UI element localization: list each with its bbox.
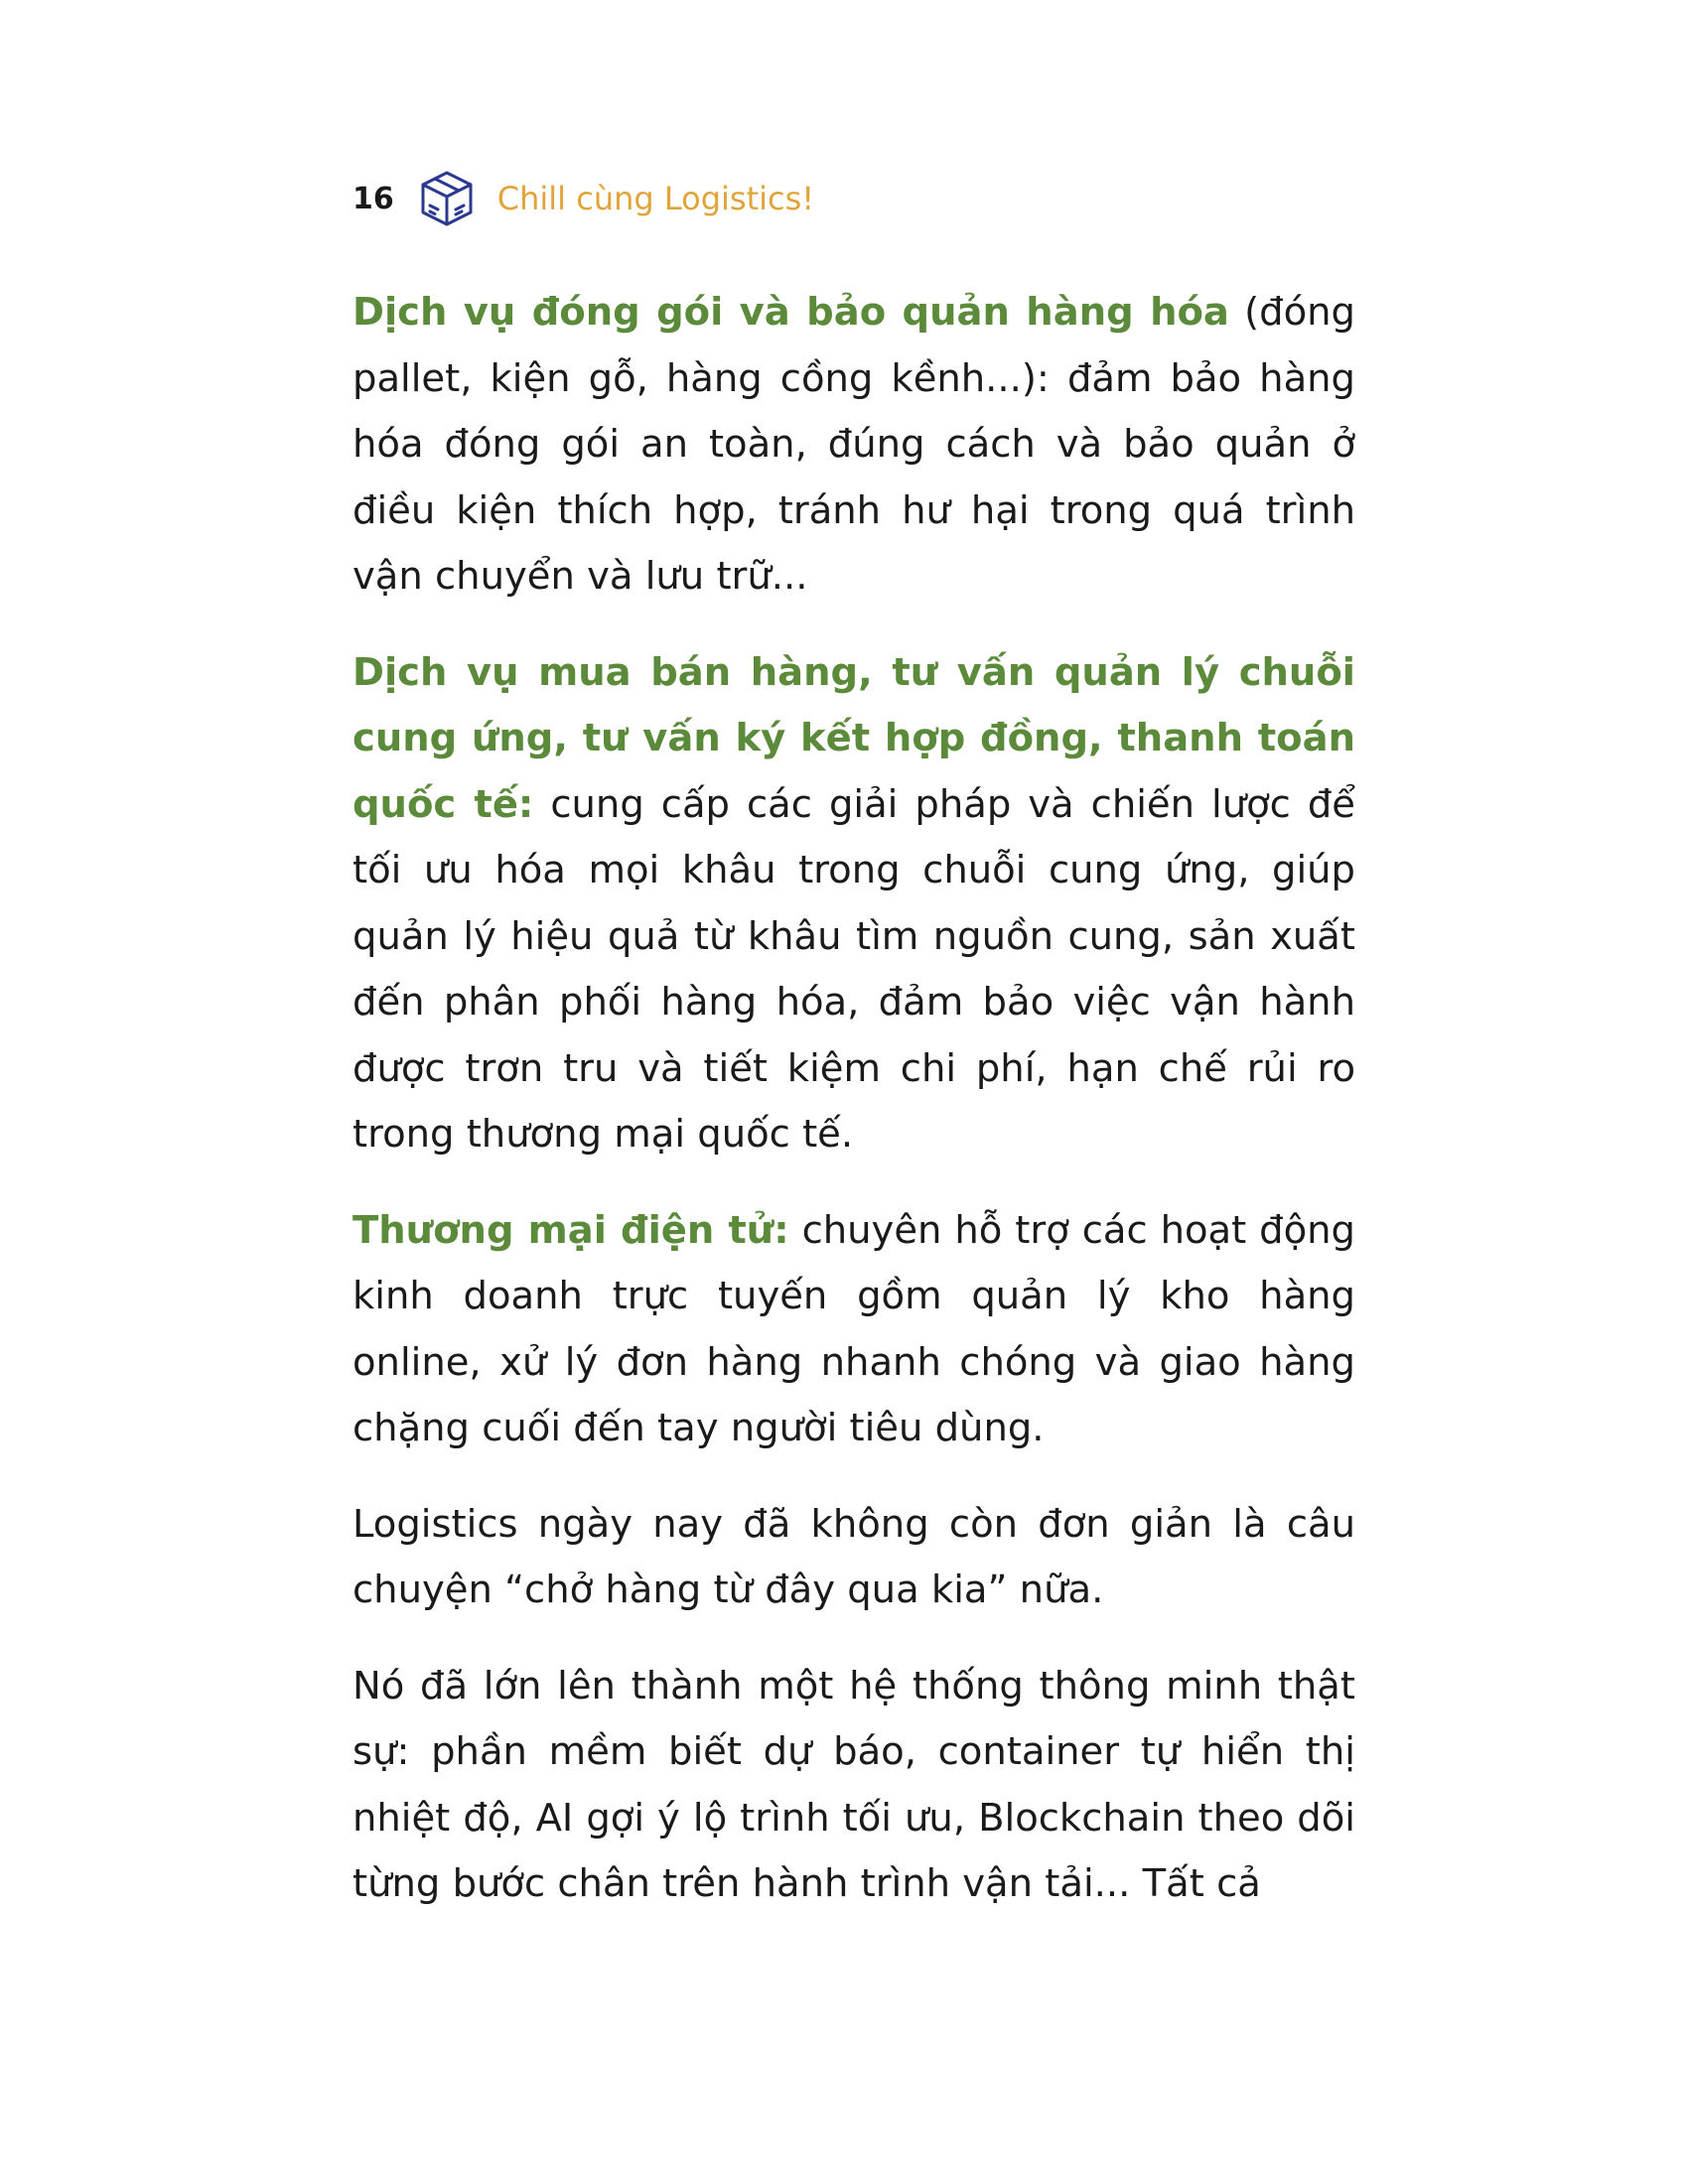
- paragraph-heading: Thương mại điện tử:: [352, 1207, 789, 1253]
- paragraph-body: cung cấp các giải pháp và chiến lược để tối ưu hóa mọi khâu trong chuỗi cung ứng, giúp quản lý hiệu quả từ khâu tìm nguồn cung, sản xuất đến phân phối hàng hóa, đảm bảo việc vận hành được trơn tru và tiết kiệm chi phí, hạn chế rủi ro trong thương mại quốc tế.: [352, 781, 1355, 1157]
- paragraph-body: Nó đã lớn lên thành một hệ thống thông minh thật sự: phần mềm biết dự báo, container tự hiển thị nhiệt độ, AI gợi ý lộ trình tối ưu, Blockchain theo dõi từng bước chân trên hành trình vận tải... Tất cả: [352, 1663, 1355, 1906]
- paragraph-logistics-today: [352, 1492, 1355, 1624]
- paragraph-body: Logistics ngày nay đã không còn đơn giản là câu chuyện “chở hàng từ đây qua kia” nữa.: [352, 1501, 1355, 1612]
- paragraph-heading: Dịch vụ đóng gói và bảo quản hàng hóa: [352, 290, 1229, 335]
- paragraph-supply-chain: [352, 640, 1355, 1168]
- paragraph-body: (đóng pallet, kiện gỗ, hàng cồng kềnh...): đảm bảo hàng hóa đóng gói an toàn, đúng cách và bảo quản ở điều kiện thích hợp, tránh hư hại trong quá trình vận chuyển và lưu trữ...: [352, 290, 1355, 599]
- paragraph-packaging: [352, 280, 1355, 611]
- paragraph-smart-system: [352, 1654, 1355, 1918]
- running-title: Chill cùng Logistics!: [496, 180, 815, 217]
- paragraph-heading: Dịch vụ mua bán hàng, tư vấn quản lý chuỗi cung ứng, tư vấn ký kết hợp đồng, thanh toán quốc tế:: [352, 649, 1355, 827]
- paragraph-body: chuyên hỗ trợ các hoạt động kinh doanh trực tuyến gồm quản lý kho hàng online, xử lý đơn hàng nhanh chóng và giao hàng chặng cuối đến tay người tiêu dùng.: [352, 1207, 1355, 1450]
- box-icon: [418, 170, 476, 227]
- page-header: [352, 167, 814, 230]
- body-text: [352, 280, 1355, 1948]
- page-number: 16: [352, 181, 394, 216]
- paragraph-ecommerce: [352, 1198, 1355, 1462]
